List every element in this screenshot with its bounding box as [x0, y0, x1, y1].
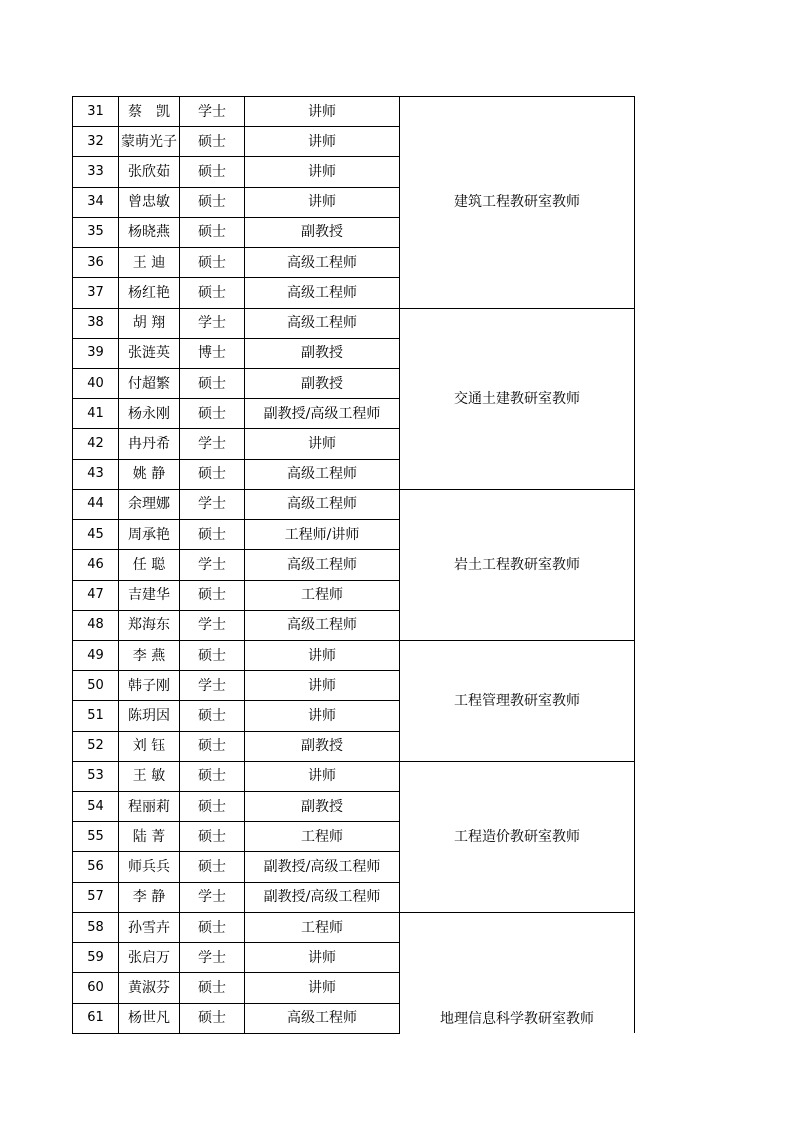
name-cell: 程丽莉: [119, 792, 180, 822]
degree-cell: 硕士: [180, 368, 245, 398]
degree-cell: 学士: [180, 610, 245, 640]
department-cell: 地理信息科学教研室教师: [400, 912, 635, 1033]
row-number-cell: 60: [73, 973, 119, 1003]
row-number-cell: 54: [73, 792, 119, 822]
row-number-cell: 50: [73, 671, 119, 701]
row-number-cell: 35: [73, 217, 119, 247]
department-cell: 岩土工程教研室教师: [400, 489, 635, 640]
name-cell: 胡 翔: [119, 308, 180, 338]
title-cell: 副教授/高级工程师: [245, 852, 400, 882]
title-cell: 讲师: [245, 671, 400, 701]
department-cell: 工程造价教研室教师: [400, 761, 635, 912]
degree-cell: 硕士: [180, 520, 245, 550]
row-number-cell: 56: [73, 852, 119, 882]
department-cell: 交通土建教研室教师: [400, 308, 635, 489]
row-number-cell: 44: [73, 489, 119, 519]
row-number-cell: 59: [73, 943, 119, 973]
name-cell: 李 静: [119, 882, 180, 912]
name-cell: 余理娜: [119, 489, 180, 519]
degree-cell: 硕士: [180, 248, 245, 278]
name-cell: 张涟英: [119, 338, 180, 368]
name-cell: 任 聪: [119, 550, 180, 580]
row-number-cell: 58: [73, 912, 119, 942]
row-number-cell: 45: [73, 520, 119, 550]
degree-cell: 硕士: [180, 217, 245, 247]
row-number-cell: 53: [73, 761, 119, 791]
degree-cell: 硕士: [180, 1003, 245, 1033]
name-cell: 郑海东: [119, 610, 180, 640]
name-cell: 张启万: [119, 943, 180, 973]
row-number-cell: 31: [73, 97, 119, 127]
degree-cell: 硕士: [180, 399, 245, 429]
title-cell: 高级工程师: [245, 248, 400, 278]
degree-cell: 硕士: [180, 459, 245, 489]
title-cell: 讲师: [245, 973, 400, 1003]
name-cell: 杨红艳: [119, 278, 180, 308]
faculty-table: [72, 96, 635, 1034]
row-number-cell: 61: [73, 1003, 119, 1033]
degree-cell: 学士: [180, 550, 245, 580]
title-cell: 高级工程师: [245, 1003, 400, 1033]
table-row: [73, 761, 635, 791]
name-cell: 师兵兵: [119, 852, 180, 882]
title-cell: 讲师: [245, 127, 400, 157]
row-number-cell: 48: [73, 610, 119, 640]
row-number-cell: 37: [73, 278, 119, 308]
degree-cell: 硕士: [180, 761, 245, 791]
table-row: [73, 912, 635, 942]
degree-cell: 硕士: [180, 187, 245, 217]
degree-cell: 学士: [180, 943, 245, 973]
degree-cell: 博士: [180, 338, 245, 368]
row-number-cell: 55: [73, 822, 119, 852]
degree-cell: 硕士: [180, 822, 245, 852]
title-cell: 副教授/高级工程师: [245, 882, 400, 912]
name-cell: 冉丹希: [119, 429, 180, 459]
title-cell: 高级工程师: [245, 308, 400, 338]
title-cell: 副教授/高级工程师: [245, 399, 400, 429]
row-number-cell: 32: [73, 127, 119, 157]
degree-cell: 硕士: [180, 912, 245, 942]
name-cell: 刘 钰: [119, 731, 180, 761]
table-row: [73, 489, 635, 519]
name-cell: 曾忠敏: [119, 187, 180, 217]
faculty-table-sheet: [72, 96, 634, 1034]
degree-cell: 学士: [180, 671, 245, 701]
title-cell: 副教授: [245, 731, 400, 761]
degree-cell: 学士: [180, 429, 245, 459]
title-cell: 副教授: [245, 368, 400, 398]
row-number-cell: 34: [73, 187, 119, 217]
name-cell: 王 敏: [119, 761, 180, 791]
title-cell: 副教授: [245, 792, 400, 822]
title-cell: 副教授: [245, 217, 400, 247]
title-cell: 讲师: [245, 187, 400, 217]
title-cell: 高级工程师: [245, 459, 400, 489]
table-row: [73, 97, 635, 127]
degree-cell: 学士: [180, 882, 245, 912]
title-cell: 工程师/讲师: [245, 520, 400, 550]
degree-cell: 硕士: [180, 852, 245, 882]
degree-cell: 硕士: [180, 731, 245, 761]
faculty-table-body: [73, 97, 635, 1034]
degree-cell: 硕士: [180, 278, 245, 308]
name-cell: 吉建华: [119, 580, 180, 610]
title-cell: 副教授: [245, 338, 400, 368]
title-cell: 讲师: [245, 429, 400, 459]
title-cell: 工程师: [245, 822, 400, 852]
name-cell: 黄淑芬: [119, 973, 180, 1003]
title-cell: 高级工程师: [245, 550, 400, 580]
degree-cell: 硕士: [180, 157, 245, 187]
title-cell: 工程师: [245, 580, 400, 610]
degree-cell: 硕士: [180, 792, 245, 822]
row-number-cell: 33: [73, 157, 119, 187]
title-cell: 讲师: [245, 97, 400, 127]
name-cell: 李 燕: [119, 640, 180, 670]
row-number-cell: 46: [73, 550, 119, 580]
title-cell: 高级工程师: [245, 610, 400, 640]
name-cell: 姚 静: [119, 459, 180, 489]
department-cell: 工程管理教研室教师: [400, 640, 635, 761]
degree-cell: 硕士: [180, 580, 245, 610]
name-cell: 王 迪: [119, 248, 180, 278]
degree-cell: 学士: [180, 97, 245, 127]
name-cell: 杨永刚: [119, 399, 180, 429]
name-cell: 周承艳: [119, 520, 180, 550]
title-cell: 讲师: [245, 943, 400, 973]
row-number-cell: 36: [73, 248, 119, 278]
title-cell: 讲师: [245, 761, 400, 791]
title-cell: 讲师: [245, 157, 400, 187]
title-cell: 高级工程师: [245, 278, 400, 308]
row-number-cell: 57: [73, 882, 119, 912]
row-number-cell: 39: [73, 338, 119, 368]
row-number-cell: 47: [73, 580, 119, 610]
name-cell: 杨晓燕: [119, 217, 180, 247]
degree-cell: 硕士: [180, 701, 245, 731]
title-cell: 工程师: [245, 912, 400, 942]
name-cell: 蔡 凯: [119, 97, 180, 127]
degree-cell: 硕士: [180, 973, 245, 1003]
degree-cell: 硕士: [180, 127, 245, 157]
title-cell: 讲师: [245, 701, 400, 731]
title-cell: 高级工程师: [245, 489, 400, 519]
row-number-cell: 51: [73, 701, 119, 731]
name-cell: 韩子刚: [119, 671, 180, 701]
degree-cell: 学士: [180, 489, 245, 519]
row-number-cell: 43: [73, 459, 119, 489]
row-number-cell: 41: [73, 399, 119, 429]
name-cell: 孙雪卉: [119, 912, 180, 942]
degree-cell: 硕士: [180, 640, 245, 670]
table-row: [73, 308, 635, 338]
department-cell: 建筑工程教研室教师: [400, 97, 635, 309]
row-number-cell: 38: [73, 308, 119, 338]
name-cell: 杨世凡: [119, 1003, 180, 1033]
name-cell: 蒙萌光子: [119, 127, 180, 157]
title-cell: 讲师: [245, 640, 400, 670]
row-number-cell: 40: [73, 368, 119, 398]
degree-cell: 学士: [180, 308, 245, 338]
row-number-cell: 49: [73, 640, 119, 670]
row-number-cell: 42: [73, 429, 119, 459]
name-cell: 付超繁: [119, 368, 180, 398]
name-cell: 张欣茹: [119, 157, 180, 187]
row-number-cell: 52: [73, 731, 119, 761]
table-row: [73, 640, 635, 670]
name-cell: 陆 菁: [119, 822, 180, 852]
name-cell: 陈玥因: [119, 701, 180, 731]
